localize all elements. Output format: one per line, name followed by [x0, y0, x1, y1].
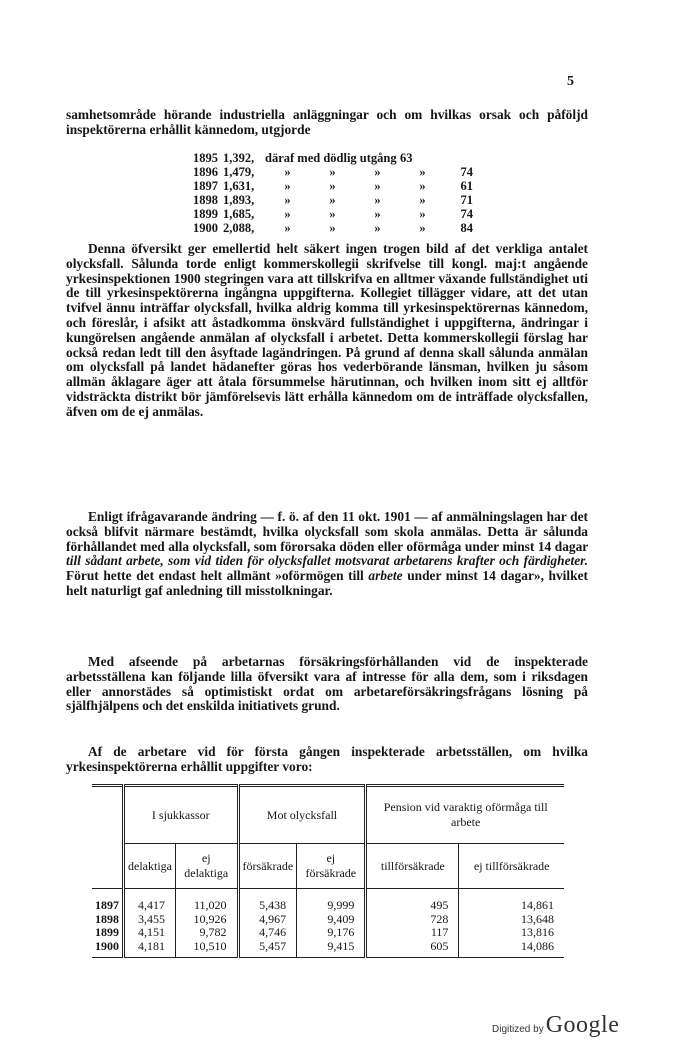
ditto-mark: » [284, 193, 291, 207]
cell-sick-yes: 4,417 [124, 889, 176, 913]
pension-header: Pension vid varaktig oförmåga till arbete [366, 786, 564, 844]
ditto-mark: » [374, 207, 381, 221]
paragraph-text: Denna öfversikt ger emellertid helt säkert ingen trogen bild af det verkliga antalet olycksfall. Sålunda torde enligt kommerskollegii skrifvelse till kongl. maj:t angående yrkesinspektionen 1900 stegringen vara att tillskrifva en alltmer växande fullständighet uti de till yrkesinspektörerna ingångna uppgifterna. Kollegiet tillägger vidare, att det utan tvifvel ännu inträffar olycksfall, hvilka aldrig komma till yrkesinspektörernas kännedom, och föreslår, i afsikt att åstadkomma önskvärd fullständighet i uppgifterna, ändringar i kungörelsen angående anmälan af olycksfall i arbetet. Detta kommerskollegii förslag har också redan ledt till den åsyftade lagändringen. På grund af denna skall sålunda anmälan om olycksfall på landet hädanefter göras hos vederbörande länsman, hvilken ju såsom allmän åklagare äger att åtala försummelse härutinnan, och hvilken inom sitt ej alltför vidsträckta distrikt bör jämförelsevis lätt erhålla kännedom om de inträffade olycksfallen, äfven om de ej anmälas. [66, 241, 588, 419]
ditto-mark: » [329, 207, 336, 221]
ditto-mark: » [284, 207, 291, 221]
stats-count: 1,685, [223, 207, 255, 221]
sick-no-header: ej delaktiga [175, 844, 238, 889]
sick-yes-header: delaktiga [124, 844, 176, 889]
row-year: 1900 [95, 938, 119, 953]
stats-year: 1899 [193, 207, 218, 221]
cell-pen-yes: 605 [366, 940, 459, 958]
pen-yes-header: tillförsäkrade [366, 844, 459, 889]
stats-year: 1900 [193, 221, 218, 235]
paragraph-segment: under minst 14 dagar», hvilket helt naturligt gaf anledning till misstolkningar. [66, 568, 588, 598]
cell-acc-no: 9,176 [297, 926, 366, 940]
stats-deaths: 63 [400, 151, 413, 165]
cell-acc-no: 9,415 [297, 940, 366, 958]
stats-deaths: 74 [460, 207, 473, 221]
ditto-mark: » [419, 221, 426, 235]
cell-sick-yes: 4,151 [124, 926, 176, 940]
sick-fund-header: I sjukkassor [124, 786, 239, 844]
stats-row [193, 179, 483, 193]
cell-pen-no: 13,648 [459, 913, 564, 927]
paragraph-segment: Förut hette det endast helt allmänt »oförmögen till [66, 568, 364, 584]
ditto-mark: » [284, 221, 291, 235]
stats-deaths: 84 [460, 221, 473, 235]
cell-sick-yes: 3,455 [124, 913, 176, 927]
ditto-mark: » [419, 207, 426, 221]
ditto-mark: » [419, 165, 426, 179]
google-logo: Google [545, 1012, 620, 1038]
stats-count: 1,893, [223, 193, 255, 207]
stats-deaths: 61 [460, 179, 473, 193]
table-row [92, 926, 564, 940]
ditto-mark: » [374, 165, 381, 179]
stats-year: 1897 [193, 179, 218, 193]
cell-pen-no: 14,086 [459, 940, 564, 958]
stats-count: 1,392, [223, 151, 255, 165]
cell-sick-no: 10,510 [175, 940, 238, 958]
ditto-mark: » [374, 193, 381, 207]
table-row [92, 913, 564, 927]
accident-header: Mot olycksfall [238, 786, 366, 844]
stats-year: 1895 [193, 151, 218, 165]
paragraph-table-intro [66, 745, 588, 775]
paragraph-text: Af de arbetare vid för första gången inspekterade arbetsställen, om hvilka yrkesinspektörerna erhållit uppgifter voro: [66, 744, 588, 774]
stats-row [193, 151, 483, 165]
cell-pen-no: 13,816 [459, 926, 564, 940]
row-year: 1899 [95, 925, 119, 939]
acc-no-header: ej försäkrade [297, 844, 366, 889]
stats-year: 1898 [193, 193, 218, 207]
italic-segment: arbete [368, 568, 403, 584]
paragraph-amendment [66, 510, 588, 599]
cell-acc-no: 9,409 [297, 913, 366, 927]
ditto-mark: » [329, 221, 336, 235]
year-column-header [92, 786, 124, 889]
ditto-mark: » [329, 193, 336, 207]
paragraph-text: Med afseende på arbetarnas försäkringsförhållanden vid de inspekterade arbetsställena kan följande lilla öfversikt vara af intresse för alla dem, som i riksdagen eller annorstädes så optimistiskt ordat om arbetareförsäkringsfrågans lösning på själfhjälpens och det enskilda initiativets grund. [66, 654, 588, 714]
stats-deaths: 71 [460, 193, 473, 207]
ditto-mark: » [374, 179, 381, 193]
stamp-prefix: Digitized by [492, 1024, 544, 1035]
pen-no-header: ej tillförsäkrade [459, 844, 564, 889]
stats-row [193, 193, 483, 207]
cell-acc-yes: 5,457 [238, 940, 297, 958]
acc-yes-header: försäkrade [238, 844, 297, 889]
cell-sick-no: 9,782 [175, 926, 238, 940]
row-year: 1897 [95, 898, 119, 912]
accident-stats-list [193, 151, 483, 235]
intro-text: samhetsområde hörande industriella anläggningar och om hvilkas orsak och påföljd inspektörerna erhållit kännedom, utgjorde [66, 107, 588, 137]
ditto-mark: » [419, 179, 426, 193]
stats-count: 1,631, [223, 179, 255, 193]
cell-pen-yes: 117 [366, 926, 459, 940]
cell-pen-yes: 728 [366, 913, 459, 927]
stats-row [193, 207, 483, 221]
cell-acc-yes: 4,967 [238, 913, 297, 927]
intro-paragraph [66, 108, 588, 138]
paragraph-insurance [66, 655, 588, 714]
table-row [92, 889, 564, 913]
insurance-table [92, 784, 564, 962]
paragraph-segment: Enligt ifrågavarande ändring — f. ö. af den 11 okt. 1901 — af anmälningslagen har det också blifvit närmare bestämdt, hvilka olycksfall som skola anmälas. Detta är sålunda förhållandet med alla olycksfall, som förorsaka döden eller oförmåga under minst 14 dagar [66, 509, 588, 554]
stats-row [193, 221, 483, 235]
stats-label: däraf med dödlig utgång [265, 151, 397, 165]
stats-deaths: 74 [460, 165, 473, 179]
cell-pen-no: 14,861 [459, 889, 564, 913]
digitized-by-google-stamp [492, 1012, 619, 1039]
cell-acc-yes: 5,438 [238, 889, 297, 913]
ditto-mark: » [329, 179, 336, 193]
cell-acc-yes: 4,746 [238, 926, 297, 940]
paragraph-overview [66, 242, 588, 420]
paragraph-text [66, 510, 588, 599]
row-year: 1898 [95, 911, 119, 926]
stats-row [193, 165, 483, 179]
ditto-mark: » [284, 179, 291, 193]
page-number: 5 [567, 74, 574, 89]
ditto-mark: » [374, 221, 381, 235]
ditto-mark: » [284, 165, 291, 179]
ditto-mark: » [329, 165, 336, 179]
stats-year: 1896 [193, 165, 218, 179]
ditto-mark: » [419, 193, 426, 207]
italic-segment: till sådant arbete, som vid tiden för olycksfallet motsvarat arbetarens krafter och färdigheter. [66, 553, 588, 569]
stats-count: 2,088, [223, 221, 255, 235]
cell-sick-yes: 4,181 [124, 940, 176, 958]
cell-sick-no: 10,926 [175, 913, 238, 927]
table-row [92, 940, 564, 958]
cell-sick-no: 11,020 [175, 889, 238, 913]
cell-pen-yes: 495 [366, 889, 459, 913]
stats-count: 1,479, [223, 165, 255, 179]
cell-acc-no: 9,999 [297, 889, 366, 913]
